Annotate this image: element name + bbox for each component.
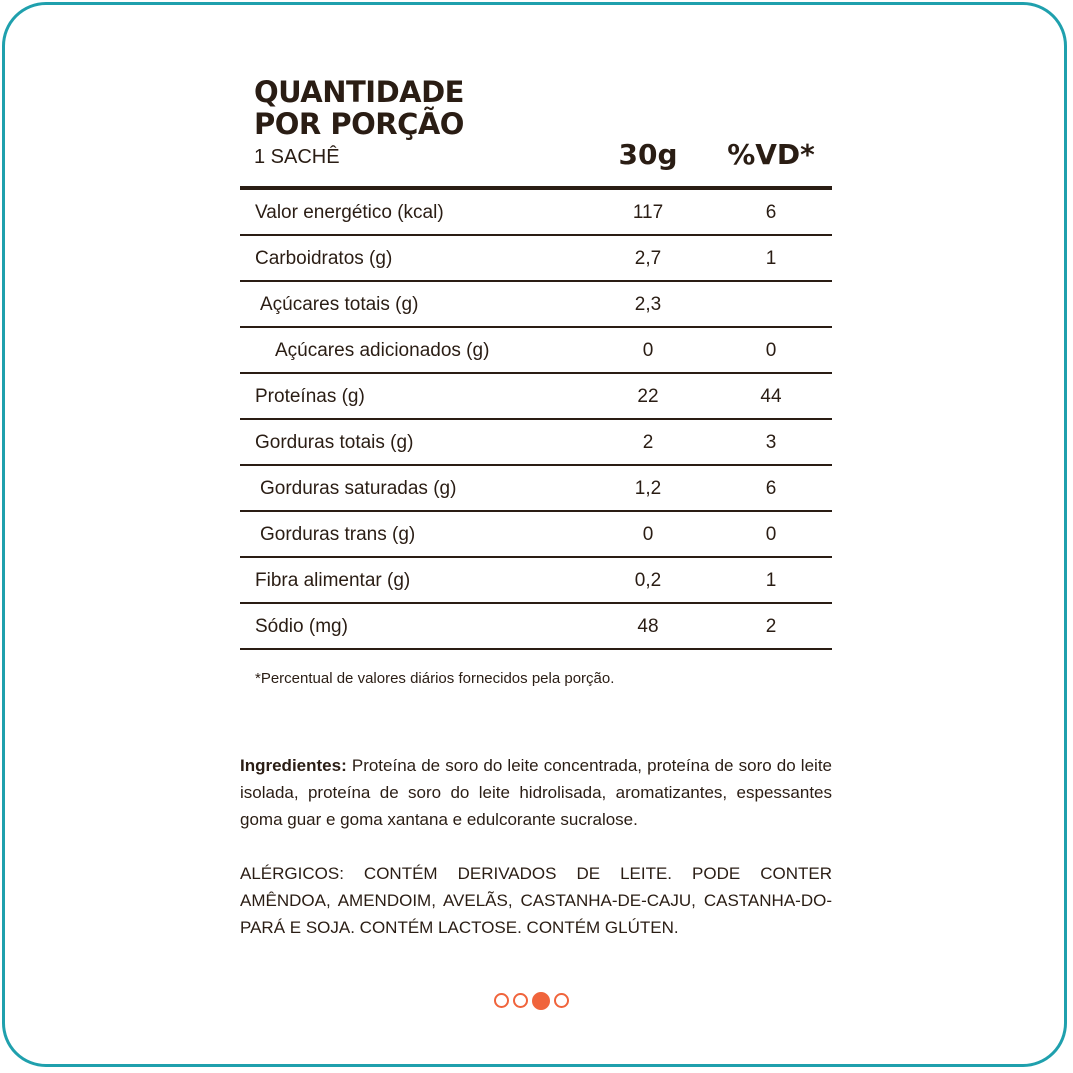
ingredients-text xyxy=(240,752,832,833)
row-label: Gorduras totais (g) xyxy=(255,432,414,453)
column-header-quantity: 30g xyxy=(618,138,678,171)
title-line-1: QUANTIDADE xyxy=(254,75,464,109)
row-vd: 3 xyxy=(765,432,777,453)
nutrition-table xyxy=(240,76,832,650)
table-row xyxy=(240,420,832,466)
row-label: Gorduras saturadas (g) xyxy=(260,478,457,499)
row-label: Gorduras trans (g) xyxy=(260,524,416,545)
row-label: Fibra alimentar (g) xyxy=(255,570,411,591)
table-header xyxy=(240,76,832,186)
serving-size: 1 SACHÊ xyxy=(254,146,340,168)
pagination-dot[interactable] xyxy=(554,993,569,1008)
table-row xyxy=(240,328,832,374)
table-row xyxy=(240,374,832,420)
row-vd: 0 xyxy=(765,524,777,545)
row-vd: 1 xyxy=(765,248,777,269)
table-row xyxy=(240,604,832,650)
row-quantity: 2,3 xyxy=(634,294,662,315)
row-quantity: 0 xyxy=(642,524,654,545)
row-label: Açúcares adicionados (g) xyxy=(275,340,490,361)
row-quantity: 0,2 xyxy=(634,570,662,591)
row-quantity: 0 xyxy=(642,340,654,361)
row-vd: 44 xyxy=(760,386,782,407)
row-vd: 1 xyxy=(765,570,777,591)
row-label: Sódio (mg) xyxy=(255,616,348,637)
pagination-dot[interactable] xyxy=(494,993,509,1008)
row-vd: 2 xyxy=(765,616,777,637)
row-quantity: 2,7 xyxy=(634,248,662,269)
table-row xyxy=(240,236,832,282)
row-label: Valor energético (kcal) xyxy=(255,202,444,223)
row-vd: 6 xyxy=(765,478,777,499)
vd-footnote: *Percentual de valores diários fornecidos pela porção. xyxy=(255,670,615,687)
pagination-dot[interactable] xyxy=(513,993,528,1008)
row-label: Proteínas (g) xyxy=(255,386,365,407)
row-label: Açúcares totais (g) xyxy=(260,294,419,315)
table-title xyxy=(254,76,464,140)
row-quantity: 2 xyxy=(642,432,654,453)
title-line-2: POR PORÇÃO xyxy=(254,107,464,141)
pagination-dot-active[interactable] xyxy=(532,992,550,1010)
table-row xyxy=(240,558,832,604)
row-vd: 6 xyxy=(765,202,777,223)
pagination-dots xyxy=(494,993,569,1010)
table-row xyxy=(240,282,832,328)
table-row xyxy=(240,512,832,558)
row-label: Carboidratos (g) xyxy=(255,248,393,269)
ingredients-label: Ingredientes: xyxy=(240,756,347,775)
row-quantity: 1,2 xyxy=(634,478,662,499)
table-row xyxy=(240,466,832,512)
row-quantity: 117 xyxy=(632,202,664,223)
row-quantity: 22 xyxy=(637,386,659,407)
row-vd: 0 xyxy=(765,340,777,361)
ingredients-list: Proteína de soro do leite concentrada, proteína de soro do leite isolada, proteína de soro do leite hidrolisada, aromatizantes, espessantes goma guar e goma xantana e edulcorante sucralose. xyxy=(240,756,832,829)
row-quantity: 48 xyxy=(637,616,659,637)
column-header-vd: %VD* xyxy=(727,138,815,171)
table-row xyxy=(240,190,832,236)
allergens-text: ALÉRGICOS: CONTÉM DERIVADOS DE LEITE. PODE CONTER AMÊNDOA, AMENDOIM, AVELÃS, CASTANHA-DE-CAJU, CASTANHA-DO-PARÁ E SOJA. CONTÉM LACTOSE. CONTÉM GLÚTEN. xyxy=(240,864,832,937)
